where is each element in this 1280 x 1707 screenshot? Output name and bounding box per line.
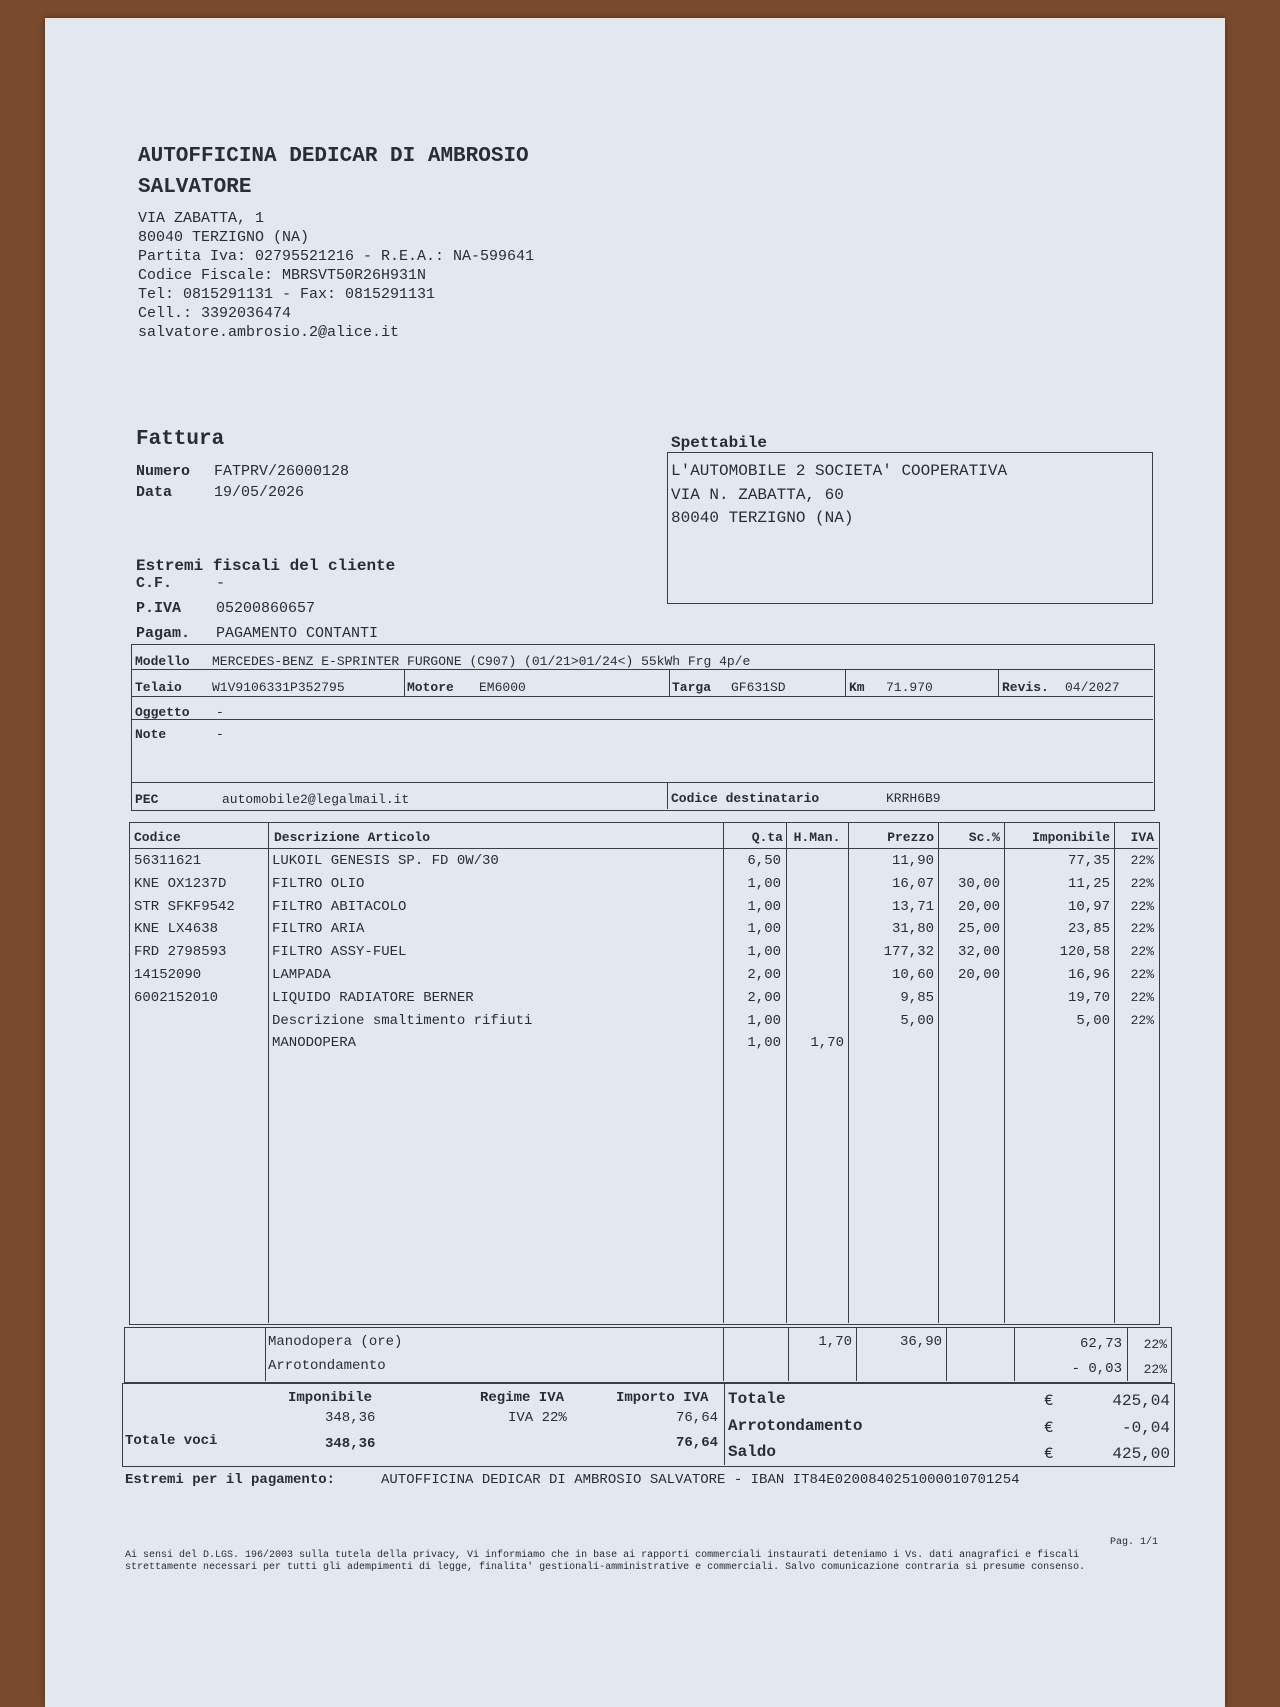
- invoice-title: Fattura: [136, 428, 225, 451]
- totals-importo-label: Importo IVA: [616, 1390, 709, 1406]
- invoice-number: FATPRV/26000128: [214, 463, 350, 480]
- km-value: 71.970: [886, 680, 933, 695]
- fiscal-pagam: PAGAMENTO CONTANTI: [216, 625, 379, 642]
- cell-descrizione: LIQUIDO RADIATORE BERNER: [272, 989, 474, 1006]
- totale-voci-label: Totale voci: [125, 1433, 218, 1449]
- telaio-label: Telaio: [135, 680, 182, 695]
- cell-imponibile: 5,00: [1076, 1012, 1110, 1029]
- motore-value: EM6000: [479, 680, 526, 695]
- cell-iva: 22%: [1130, 967, 1154, 982]
- fiscal-cf: -: [216, 575, 226, 592]
- totale-value: 425,04: [1112, 1392, 1170, 1410]
- cell-descrizione: LAMPADA: [272, 967, 331, 983]
- totals-arrot-value: -0,04: [1121, 1419, 1170, 1437]
- totals-imponibile-label: Imponibile: [288, 1390, 373, 1406]
- cell-qta: 1,00: [747, 944, 781, 961]
- cell-codice: KNE OX1237D: [134, 875, 227, 892]
- cell-hman: 1,70: [810, 1035, 844, 1052]
- header-qta: Q.ta: [751, 830, 783, 845]
- cell-sc: 25,00: [957, 921, 1000, 938]
- header-descrizione: Descrizione Articolo: [274, 830, 431, 845]
- targa-label: Targa: [672, 680, 712, 695]
- manodopera-prezzo: 36,90: [899, 1334, 942, 1350]
- cell-qta: 1,00: [747, 898, 781, 915]
- invoice-date-label: Data: [136, 484, 173, 501]
- privacy-notice: Ai sensi del D.LGS. 196/2003 sulla tutela della privacy, Vi informiamo che in base ai rapporti commerciali instaurati deteniamo i Vs. dati anagrafici e fiscali strettamente necessari per tutti gli adempimenti di legge, finalita' gestionali-amministrative e commerciali. Salvo comunicazione contraria si presume consenso.: [125, 1550, 1086, 1573]
- modello-value: MERCEDES-BENZ E-SPRINTER FURGONE (C907) (01/21>01/24<) 55kWh Frg 4p/e: [212, 654, 751, 669]
- cell-sc: 20,00: [957, 898, 1000, 915]
- header-hman: H.Man.: [793, 830, 841, 845]
- cell-descrizione: FILTRO OLIO: [272, 875, 365, 892]
- cell-codice: 56311621: [134, 853, 202, 869]
- cell-qta: 2,00: [747, 967, 781, 983]
- cell-iva: 22%: [1130, 944, 1154, 960]
- cell-prezzo: 31,80: [891, 921, 934, 938]
- modello-label: Modello: [135, 654, 190, 669]
- fiscal-piva: 05200860657: [216, 600, 316, 617]
- totals-regime-label: Regime IVA: [480, 1390, 565, 1406]
- header-imponibile: Imponibile: [1031, 830, 1110, 845]
- company-fiscal-code: Codice Fiscale: MBRSVT50R26H931N: [138, 267, 427, 284]
- totale-voci-imponibile: 348,36: [325, 1436, 376, 1452]
- revis-label: Revis.: [1002, 680, 1049, 695]
- totals-imponibile: 348,36: [325, 1410, 376, 1426]
- cell-prezzo: 16,07: [891, 875, 934, 892]
- invoice-date: 19/05/2026: [214, 484, 305, 501]
- cell-qta: 1,00: [747, 921, 781, 938]
- header-sc: Sc.%: [968, 830, 1000, 845]
- manodopera-imponibile: 62,73: [1079, 1336, 1122, 1352]
- motore-label: Motore: [407, 680, 454, 695]
- targa-value: GF631SD: [731, 680, 786, 695]
- cell-sc: 32,00: [957, 944, 1000, 961]
- header-codice: Codice: [134, 830, 181, 845]
- totals-importo: 76,64: [675, 1410, 718, 1426]
- cell-descrizione: LUKOIL GENESIS SP. FD 0W/30: [272, 853, 499, 869]
- header-prezzo: Prezzo: [887, 830, 934, 845]
- oggetto-label: Oggetto: [135, 705, 190, 720]
- fiscal-cf-label: C.F.: [136, 575, 173, 592]
- saldo-label: Saldo: [728, 1443, 777, 1461]
- fiscal-piva-label: P.IVA: [136, 600, 182, 617]
- company-name-line2: SALVATORE: [138, 176, 252, 199]
- totals-regime: IVA 22%: [508, 1410, 567, 1426]
- arrot-iva: 22%: [1143, 1362, 1167, 1377]
- company-cell: Cell.: 3392036474: [138, 305, 292, 322]
- cell-qta: 1,00: [747, 1035, 781, 1052]
- cell-descrizione: FILTRO ABITACOLO: [272, 898, 407, 915]
- company-city: 80040 TERZIGNO (NA): [138, 229, 310, 246]
- cell-qta: 1,00: [747, 875, 781, 892]
- cell-descrizione: MANODOPERA: [272, 1035, 357, 1052]
- fiscal-title: Estremi fiscali del cliente: [136, 557, 396, 575]
- oggetto-value: -: [216, 705, 224, 720]
- cell-descrizione: FILTRO ASSY-FUEL: [272, 944, 407, 961]
- cell-imponibile: 11,25: [1067, 875, 1110, 892]
- cell-qta: 6,50: [747, 853, 781, 869]
- cell-iva: 22%: [1130, 853, 1154, 868]
- cell-codice: 14152090: [134, 967, 202, 983]
- codice-dest-value: KRRH6B9: [886, 791, 941, 806]
- customer-label: Spettabile: [671, 434, 768, 452]
- arrot-imponibile: - 0,03: [1071, 1361, 1122, 1377]
- company-address: VIA ZABATTA, 1: [138, 210, 265, 227]
- saldo-value: 425,00: [1112, 1445, 1170, 1463]
- cell-prezzo: 13,71: [891, 898, 934, 915]
- items-table: [129, 822, 1160, 1325]
- cell-iva: 22%: [1130, 898, 1154, 914]
- cell-imponibile: 77,35: [1067, 853, 1110, 869]
- customer-city: 80040 TERZIGNO (NA): [671, 509, 854, 527]
- arrot-currency: €: [1044, 1419, 1054, 1437]
- company-tel: Tel: 0815291131 - Fax: 0815291131: [138, 286, 436, 303]
- arrot-label: Arrotondamento: [268, 1358, 386, 1374]
- cell-qta: 2,00: [747, 989, 781, 1006]
- customer-address: VIA N. ZABATTA, 60: [671, 486, 844, 504]
- revis-value: 04/2027: [1065, 680, 1120, 695]
- totals-arrot-label: Arrotondamento: [728, 1417, 863, 1435]
- company-email: salvatore.ambrosio.2@alice.it: [138, 324, 400, 341]
- note-value: -: [216, 727, 224, 742]
- cell-imponibile: 10,97: [1067, 898, 1110, 915]
- cell-qta: 1,00: [747, 1012, 781, 1029]
- cell-prezzo: 10,60: [891, 967, 934, 983]
- cell-codice: STR SFKF9542: [134, 898, 235, 915]
- cell-prezzo: 9,85: [900, 989, 934, 1006]
- totale-label: Totale: [728, 1390, 786, 1408]
- saldo-currency: €: [1044, 1445, 1054, 1463]
- cell-imponibile: 16,96: [1067, 967, 1110, 983]
- manodopera-label: Manodopera (ore): [268, 1334, 403, 1350]
- pec-value: automobile2@legalmail.it: [222, 792, 410, 807]
- totale-voci-importo: 76,64: [675, 1435, 718, 1451]
- cell-iva: 22%: [1130, 1012, 1154, 1028]
- customer-name: L'AUTOMOBILE 2 SOCIETA' COOPERATIVA: [671, 462, 1008, 480]
- cell-descrizione: Descrizione smaltimento rifiuti: [272, 1012, 533, 1029]
- cell-codice: FRD 2798593: [134, 944, 227, 961]
- cell-prezzo: 177,32: [883, 944, 934, 961]
- fiscal-pagam-label: Pagam.: [136, 625, 191, 642]
- company-name-line1: AUTOFFICINA DEDICAR DI AMBROSIO: [138, 145, 529, 168]
- cell-sc: 30,00: [957, 875, 1000, 892]
- invoice-number-label: Numero: [136, 463, 191, 480]
- cell-sc: 20,00: [957, 967, 1000, 983]
- cell-codice: KNE LX4638: [134, 921, 219, 938]
- pec-label: PEC: [135, 792, 159, 807]
- cell-codice: 6002152010: [134, 989, 219, 1006]
- company-vat: Partita Iva: 02795521216 - R.E.A.: NA-599641: [138, 248, 535, 265]
- cell-imponibile: 19,70: [1067, 989, 1110, 1006]
- telaio-value: W1V9106331P352795: [212, 680, 345, 695]
- km-label: Km: [849, 680, 865, 695]
- manodopera-hman: 1,70: [818, 1334, 852, 1350]
- manodopera-iva: 22%: [1143, 1337, 1167, 1352]
- cell-iva: 22%: [1130, 921, 1154, 937]
- payment-label: Estremi per il pagamento:: [125, 1472, 336, 1488]
- cell-iva: 22%: [1130, 875, 1154, 891]
- cell-imponibile: 23,85: [1067, 921, 1110, 938]
- header-iva: IVA: [1130, 830, 1154, 845]
- page-number: Pag. 1/1: [1110, 1537, 1159, 1548]
- cell-iva: 22%: [1130, 989, 1154, 1005]
- cell-prezzo: 5,00: [900, 1012, 934, 1029]
- note-label: Note: [135, 727, 167, 742]
- cell-prezzo: 11,90: [891, 853, 934, 869]
- payment-text: AUTOFFICINA DEDICAR DI AMBROSIO SALVATORE - IBAN IT84E0200840251000010701254: [381, 1472, 1020, 1488]
- cell-descrizione: FILTRO ARIA: [272, 921, 365, 938]
- codice-dest-label: Codice destinatario: [671, 791, 820, 806]
- totale-currency: €: [1044, 1392, 1054, 1410]
- cell-imponibile: 120,58: [1059, 944, 1110, 961]
